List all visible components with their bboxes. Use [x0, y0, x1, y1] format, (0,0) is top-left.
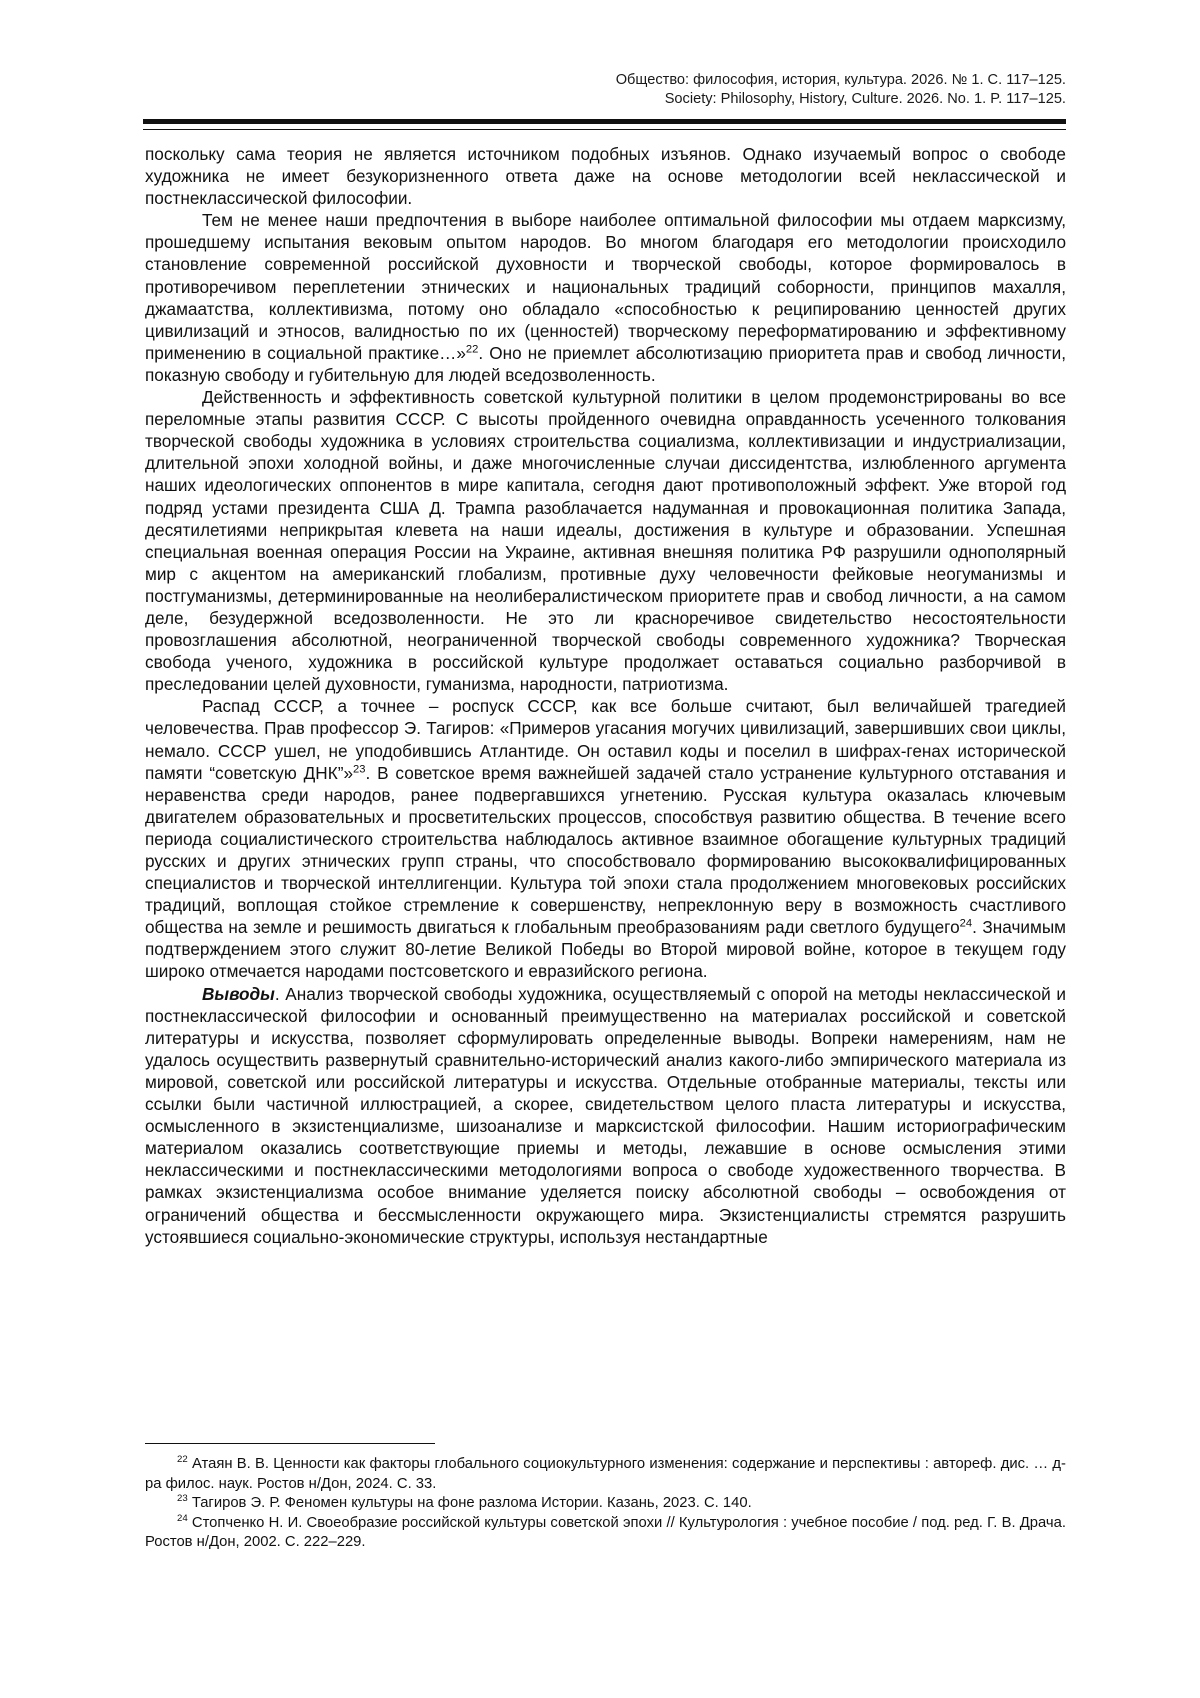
article-body	[145, 143, 1066, 1248]
header-citation-en: Society: Philosophy, History, Culture. 2026. No. 1. P. 117–125.	[664, 91, 1066, 107]
paragraph-text: Распад СССР, а точнее – роспуск СССР, как все больше считают, был величайшей трагедией человечества. Прав профессор Э. Тагиров: «Примеров угасания могучих цивилизаций, завершивших свои циклы, немало. СССР ушел, не уподобившись Атлантиде. Он оставил коды и поселил в шифрах-генах исторической памяти “советскую ДНК”»	[145, 696, 1066, 783]
paragraph-text: Тем не менее наши предпочтения в выборе наиболее оптимальной философии мы отдаем марксизму, прошедшему испытания вековым опытом народов. Во многом благодаря его методологии происходило становление современной российской духовности и творческой свободы, которое формировалось в противоречивом переплетении этнических и национальных традиций соборности, принципов махалля, джамаатства, коллективизма, потому оно обладало «способностью к реципированию ценностей других цивилизаций и этносов, валидностью по их (ценностей) творческому переформатированию и эффективному применению в социальной практике…»	[145, 210, 1066, 363]
paragraph-text: поскольку сама теория не является источником подобных изъянов. Однако изучаемый вопрос о свободе художника не имеет безукоризненного ответа даже на основе методологии всей неклассической и постнеклассической философии.	[145, 144, 1066, 209]
paragraph-conclusions	[145, 983, 1066, 1248]
footnote-ref-23[interactable]: 23	[353, 762, 366, 775]
header-rule-thick	[143, 119, 1066, 124]
header-citation-ru: Общество: философия, история, культура. 2026. № 1. С. 117–125.	[615, 72, 1066, 88]
running-header	[145, 71, 1066, 109]
footnote-text: Тагиров Э. Р. Феномен культуры на фоне разлома Истории. Казань, 2023. С. 140.	[191, 1495, 752, 1511]
conclusions-heading: Выводы	[202, 983, 275, 1004]
paragraph-text: Действенность и эффективность советской культурной политики в целом продемонстрированы во все переломные этапы развития СССР. С высоты пройденного очевидна оправданность усеченного толкования творческой свободы художника в условиях строительства социализма, коллективизации и индустриализации, длительной эпохи холодной войны, и даже многочисленные случаи диссидентства, излюбленного аргумента наших идеологических оппонентов в мире капитала, сегодня дают противоположный эффект. Уже второй год подряд устами президента США Д. Трампа разоблачается надуманная и провокационная политика Запада, десятилетиями неприкрытая клевета на наши идеалы, достижения в культуре и образовании. Успешная специальная военная операция России на Украине, активная внешняя политика РФ разрушили однополярный мир с акцентом на американский глобализм, противные духу человечности фейковые неогуманизмы и постгуманизмы, детерминированные на неолибералистическом приоритете прав и свобод личности, а на самом деле, безудержной вседозволенности. Не это ли красноречивое свидетельство несостоятельности провозглашения абсолютной, неограниченной творческой свободы современного художника? Творческая свобода ученого, художника в российской культуре продолжает оставаться социально разборчивой в преследовании целей духовности, гуманизма, народности, патриотизма.	[145, 387, 1066, 695]
paragraph-3	[145, 386, 1066, 695]
paragraph-1	[145, 143, 1066, 209]
paragraph-text: . В советское время важнейшей задачей стало устранение культурного отставания и неравенства среди народов, ранее подвергавшихся угнетению. Русская культура оказалась ключевым двигателем образовательных и просветительских процессов, способствуя развитию общества. В течение всего периода социалистического строительства наблюдалось активное взаимное обогащение культурных традиций русских и других этнических групп страны, что способствовало формированию высококвалифицированных специалистов и творческой интеллигенции. Культура той эпохи стала продолжением многовековых российских традиций, воплощая стойкое стремление к совершенству, непреклонную веру в возможность счастливого общества на земле и решимость двигаться к глобальным преобразованиям ради светлого будущего	[145, 762, 1066, 938]
paragraph-4	[145, 695, 1066, 982]
paragraph-text: . Оно не приемлет абсолютизацию приоритета прав и свобод личности, показную свободу и губительную для людей вседозволенность.	[145, 342, 1066, 385]
footnote-ref-24[interactable]: 24	[959, 917, 973, 930]
footnote-number: 23	[177, 1493, 188, 1505]
footnote-separator	[145, 1443, 435, 1444]
footnotes	[145, 1455, 1066, 1553]
footnote-text: Стопченко Н. И. Своеобразие российской культуры советской эпохи // Культурология : учебное пособие / под. ред. Г. В. Драча. Ростов н/Дон, 2002. С. 222–229.	[145, 1514, 1066, 1550]
footnote-number: 22	[177, 1454, 188, 1466]
header-rule-thin	[143, 129, 1066, 130]
paragraph-text: . Значимым подтверждением этого служит 80-летие Великой Победы во Второй мировой войне, которое в текущем году широко отмечается народами постсоветского и евразийского региона.	[145, 917, 1066, 982]
footnote-number: 24	[177, 1512, 188, 1524]
paragraph-2	[145, 209, 1066, 386]
footnote-22	[145, 1455, 1066, 1494]
footnote-24	[145, 1514, 1066, 1553]
footnote-23	[145, 1494, 1066, 1514]
footnote-text: Атаян В. В. Ценности как факторы глобального социокультурного изменения: содержание и перспективы : автореф. дис. … д-ра филос. наук. Ростов н/Дон, 2024. С. 33.	[145, 1456, 1066, 1492]
footnote-ref-22[interactable]: 22	[465, 343, 479, 356]
paragraph-text: . Анализ творческой свободы художника, осуществляемый с опорой на методы неклассической и постнеклассической философии и основанный преимущественно на материалах российской и советской литературы и искусства, позволяет сформулировать определенные выводы. Вопреки намерениям, нам не удалось осуществить развернутый сравнительно-исторический анализ какого-либо эмпирического материала из мировой, советской или российской литературы и искусства. Отдельные отобранные материалы, тексты или ссылки были частичной иллюстрацией, а скорее, свидетельством целого пласта литературы и искусства, осмысленного в экзистенциализме, шизоанализе и марксистской философии. Нашим историографическим материалом оказались соответствующие приемы и методы, лежавшие в основе осмысления этими неклассическими и постнеклассическими методологиями вопроса о свободе художественного творчества. В рамках экзистенциализма особое внимание уделяется поиску абсолютной свободы – освобождения от ограничений общества и бессмысленности окружающего мира. Экзистенциалисты стремятся разрушить устоявшиеся социально-экономические структуры, используя нестандартные	[145, 983, 1066, 1247]
